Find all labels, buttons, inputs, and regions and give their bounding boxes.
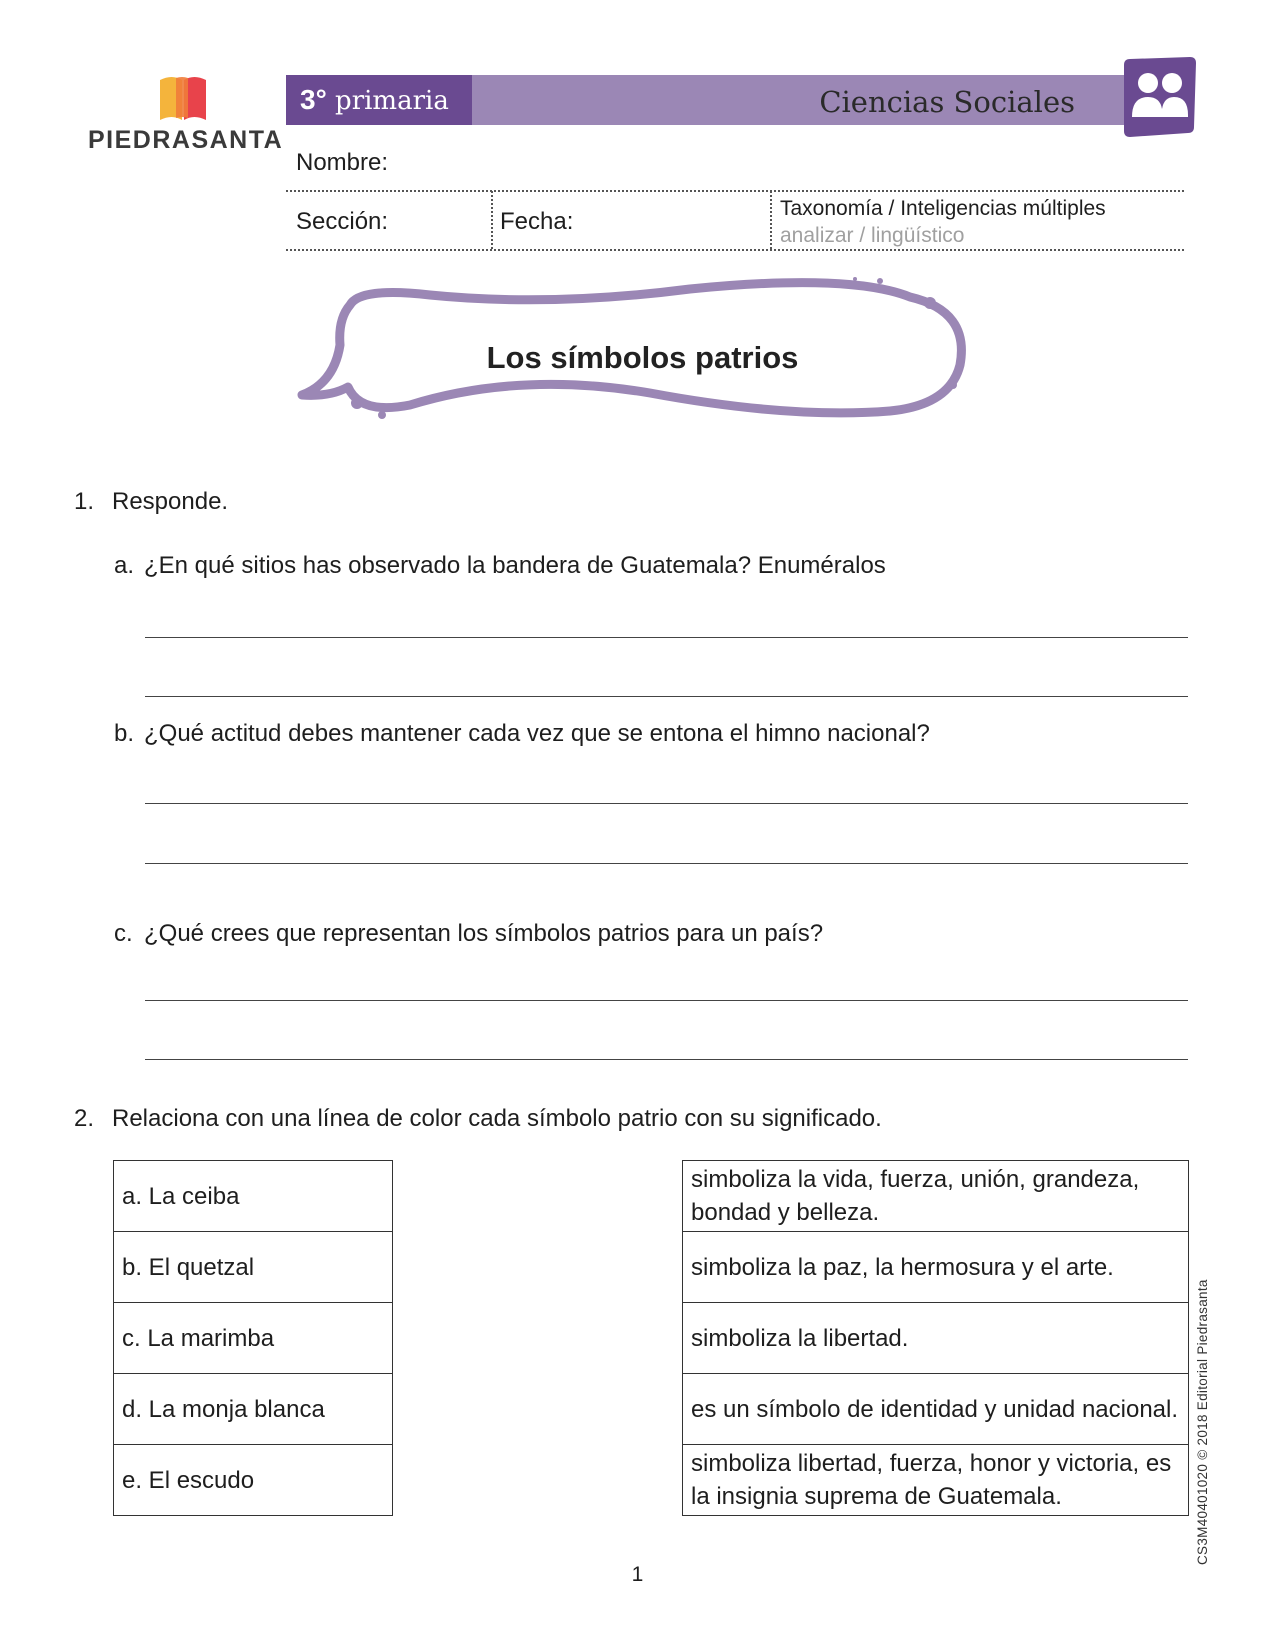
table-row <box>114 1303 393 1374</box>
question-1a <box>114 552 886 580</box>
meaning-cell[interactable]: es un símbolo de identidad y unidad nacional. <box>683 1374 1189 1445</box>
question-1c <box>114 920 823 948</box>
question-text: ¿En qué sitios has observado la bandera de Guatemala? Enuméralos <box>144 552 886 579</box>
divider <box>491 191 493 249</box>
table-row <box>114 1374 393 1445</box>
question-text: Responde. <box>112 488 229 515</box>
answer-line[interactable] <box>145 637 1188 638</box>
table-row <box>114 1232 393 1303</box>
symbol-cell[interactable]: a. La ceiba <box>114 1161 393 1232</box>
table-row <box>683 1232 1189 1303</box>
grade-label <box>286 75 472 125</box>
question-letter: b. <box>114 720 135 747</box>
nombre-field[interactable]: Nombre: <box>296 149 389 176</box>
divider <box>286 190 1184 192</box>
answer-line[interactable] <box>145 1059 1188 1060</box>
subject-title: Ciencias Sociales <box>819 85 1075 119</box>
meaning-cell[interactable]: simboliza la vida, fuerza, unión, grandeza, bondad y belleza. <box>683 1161 1189 1232</box>
publisher-name: PIEDRASANTA <box>88 126 284 154</box>
page-number: 1 <box>631 1563 644 1586</box>
question-2 <box>74 1105 882 1133</box>
meaning-cell[interactable]: simboliza libertad, fuerza, honor y victoria, es la insignia suprema de Guatemala. <box>683 1445 1189 1516</box>
question-text: ¿Qué crees que representan los símbolos patrios para un país? <box>144 920 824 947</box>
answer-line[interactable] <box>145 863 1188 864</box>
table-row <box>683 1374 1189 1445</box>
answer-line[interactable] <box>145 1000 1188 1001</box>
question-text: Relaciona con una línea de color cada símbolo patrio con su significado. <box>112 1105 882 1132</box>
people-icon <box>1118 57 1198 139</box>
answer-line[interactable] <box>145 803 1188 804</box>
symbols-table <box>113 1160 393 1516</box>
fecha-field[interactable]: Fecha: <box>500 208 574 235</box>
answer-line[interactable] <box>145 696 1188 697</box>
taxonomy-value: analizar / lingüístico <box>780 224 965 247</box>
table-row <box>683 1161 1189 1232</box>
symbol-cell[interactable]: b. El quetzal <box>114 1232 393 1303</box>
symbol-cell[interactable]: c. La marimba <box>114 1303 393 1374</box>
question-number: 2. <box>74 1105 95 1132</box>
symbol-cell[interactable]: e. El escudo <box>114 1445 393 1516</box>
table-row <box>683 1303 1189 1374</box>
question-letter: a. <box>114 552 135 579</box>
meanings-table <box>682 1160 1189 1516</box>
question-number: 1. <box>74 488 95 515</box>
taxonomy-label: Taxonomía / Inteligencias múltiples <box>780 197 1106 220</box>
table-row <box>114 1445 393 1516</box>
question-1b <box>114 720 930 748</box>
grade-number: 3° <box>300 84 327 115</box>
symbol-cell[interactable]: d. La monja blanca <box>114 1374 393 1445</box>
publisher-logo <box>88 74 284 154</box>
grade-text: primaria <box>335 86 449 116</box>
meaning-cell[interactable]: simboliza la paz, la hermosura y el arte. <box>683 1232 1189 1303</box>
seccion-field[interactable]: Sección: <box>296 208 389 235</box>
copyright-notice: CS3M40401020 © 2018 Editorial Piedrasanta <box>1195 1279 1210 1565</box>
question-text: ¿Qué actitud debes mantener cada vez que se entona el himno nacional? <box>144 720 930 747</box>
divider <box>286 249 1184 251</box>
question-letter: c. <box>114 920 133 947</box>
page-title: Los símbolos patrios <box>486 340 799 375</box>
meaning-cell[interactable]: simboliza la libertad. <box>683 1303 1189 1374</box>
book-logo-icon <box>158 74 208 122</box>
question-1 <box>74 488 228 516</box>
table-row <box>114 1161 393 1232</box>
table-row <box>683 1445 1189 1516</box>
divider <box>770 191 772 249</box>
